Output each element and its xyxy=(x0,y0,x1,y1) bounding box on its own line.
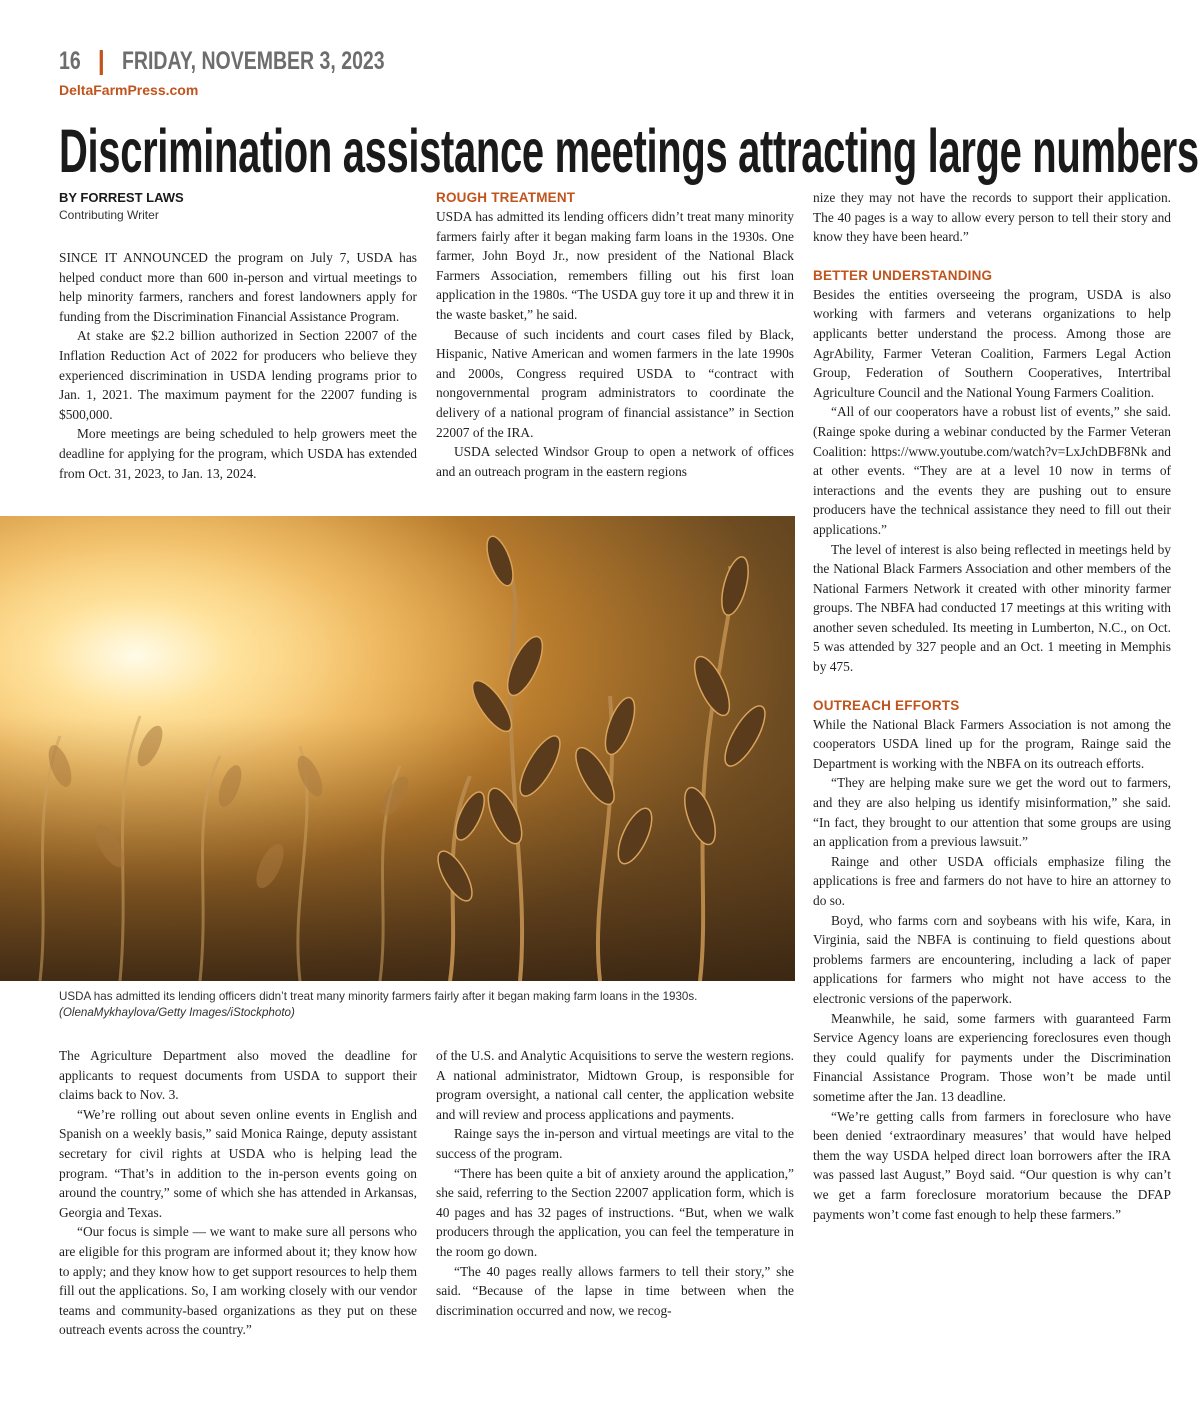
folio-separator: ❙ xyxy=(93,47,110,75)
column-1-top xyxy=(59,248,417,483)
page-folio xyxy=(59,46,385,76)
subhead-rough-treatment: ROUGH TREATMENT xyxy=(436,190,576,205)
photo-credit: (OlenaMykhaylova/Getty Images/iStockphoto) xyxy=(59,1006,295,1019)
paragraph: SINCE IT ANNOUNCED the program on July 7, USDA has helped conduct more than 600 in-person and virtual meetings to help minority farmers, ranchers and forest landowners apply for funding from the Discrimination Financial Assistance Program. xyxy=(59,250,417,324)
paragraph: nize they may not have the records to support their application. The 40 pages is a way to allow every person to tell their story and know they have been heard.” xyxy=(813,190,1171,245)
paragraph: of the U.S. and Analytic Acquisitions to serve the western regions. A national administrator, Midtown Group, is responsible for program oversight, a national call center, the application website and will review and process applications and payments. xyxy=(436,1048,794,1122)
paragraph: Rainge says the in-person and virtual meetings are vital to the success of the program. xyxy=(436,1126,794,1161)
paragraph: “The 40 pages really allows farmers to tell their story,” she said. “Because of the lapse in time between when the discrimination occurred and now, we recog- xyxy=(436,1263,794,1318)
author-role: Contributing Writer xyxy=(59,208,159,222)
soybean-field-photo xyxy=(0,516,795,981)
paragraph: “There has been quite a bit of anxiety around the application,” she said, referring to the Section 22007 application form, which is 40 pages and has 32 pages of instructions. “But, when we walk producers through the application, you can feel the temperature in the room go down. xyxy=(436,1165,794,1259)
paragraph: Boyd, who farms corn and soybeans with his wife, Kara, in Virginia, said the NBFA is continuing to field questions about problems farmers are encountering, including a lack of paper applications for farmers who might not have access to the electronic versions of the paperwork. xyxy=(813,912,1171,1006)
paragraph: The level of interest is also being reflected in meetings held by the National Black Farmers Association and other members of the National Farmers Network it created with other minority farmer groups. The NBFA had conducted 17 meetings at this writing with another seven scheduled. Its meeting in Lumberton, N.C., on Oct. 5 was attended by 327 people and an Oct. 1 meeting in Memphis by 475. xyxy=(813,541,1171,675)
column-1-bottom xyxy=(59,1046,417,1340)
subhead-outreach-efforts: OUTREACH EFFORTS xyxy=(813,697,960,713)
paragraph: Besides the entities overseeing the program, USDA is also working with farmers and veterans organizations to help applicants better understand the process. Among those are AgrAbility, Farmer Veteran Coalition, Farmers Legal Action Group, Federation of Southern Cooperatives, Intertribal Agriculture Council and the National Young Farmers Coalition. xyxy=(813,286,1171,400)
headline: Discrimination assistance meetings attracting large numbers xyxy=(59,117,1199,185)
paragraph: Meanwhile, he said, some farmers with guaranteed Farm Service Agency loans are experiencing foreclosures even though they could qualify for payments under the Discrimination Financial Assistance Program. Those won’t be made until sometime after the Jan. 13 deadline. xyxy=(813,1010,1171,1104)
paragraph: The Agriculture Department also moved the deadline for applicants to request documents from USDA to support their claims back to Nov. 3. xyxy=(59,1048,417,1103)
column-2-bottom xyxy=(436,1046,794,1320)
caption-text: USDA has admitted its lending officers didn’t treat many minority farmers fairly after it began making farm loans in the 1930s. xyxy=(59,990,698,1003)
paragraph: Rainge and other USDA officials emphasize filing the applications is free and farmers do not have to hire an attorney to do so. xyxy=(813,853,1171,908)
paragraph: While the National Black Farmers Association is not among the cooperators USDA lined up for the program, Rainge said the Department is working with the NBFA on its outreach efforts. xyxy=(813,716,1171,771)
site-url[interactable]: DeltaFarmPress.com xyxy=(59,82,199,98)
paragraph: USDA selected Windsor Group to open a network of offices and an outreach program in the eastern regions xyxy=(436,444,794,479)
subhead-better-understanding: BETTER UNDERSTANDING xyxy=(813,267,993,283)
paragraph: At stake are $2.2 billion authorized in Section 22007 of the Inflation Reduction Act of 2022 for producers who believe they experienced discrimination in USDA lending programs prior to Jan. 1, 2021. The maximum payment for the 22007 funding is $500,000. xyxy=(59,328,417,422)
soybean-plants-illustration xyxy=(0,516,795,981)
column-2-top xyxy=(436,188,794,481)
issue-date: FRIDAY, NOVEMBER 3, 2023 xyxy=(121,47,385,75)
paragraph: “We’re getting calls from farmers in foreclosure who have been denied ‘extraordinary measures’ that would have helped them the way USDA helped direct loan borrowers after the IRA was passed last August,” Boyd said. “Our question is why can’t we get a farm foreclosure moratorium because the DFAP payments won’t come fast enough to help these farmers.” xyxy=(813,1108,1171,1222)
paragraph: Because of such incidents and court cases filed by Black, Hispanic, Native American and women farmers in the late 1990s and 2000s, Congress required USDA to “contract with nongovernmental program administrators to coordinate the delivery of a national program of financial assistance” in Section 22007 of the IRA. xyxy=(436,326,794,440)
paragraph: “Our focus is simple — we want to make sure all persons who are eligible for this program are informed about it; they know how to apply; and they know how to get support resources to help them fill out the applications. So, I am working closely with our vendor teams and community-based organizations as they put on these outreach events across the country.” xyxy=(59,1224,417,1338)
byline: BY FORREST LAWS xyxy=(59,190,184,205)
paragraph: More meetings are being scheduled to help growers meet the deadline for applying for the program, which USDA has extended from Oct. 31, 2023, to Jan. 13, 2024. xyxy=(59,426,417,481)
paragraph: “They are helping make sure we get the word out to farmers, and they are also helping us identify misinformation,” she said. “In fact, they brought to our attention that some groups are using an application from a previous lawsuit.” xyxy=(813,775,1171,850)
paragraph: “All of our cooperators have a robust list of events,” she said. (Rainge spoke during a webinar conducted by the Farmer Veteran Coalition: https://www.youtube.com/watch?v=LxJchDBF8Nk and at other events. “They are at a level 10 now in terms of interactions and the events they are pushing out to ensure producers have the technical assistance they need to fill out their applications.” xyxy=(813,404,1171,537)
column-3 xyxy=(813,188,1171,1224)
paragraph: USDA has admitted its lending officers didn’t treat many minority farmers fairly after it began making farm loans in the 1930s. One farmer, John Boyd Jr., now president of the National Black Farmers Association, remembers filling out his first loan application in the 1980s. “The USDA guy tore it up and threw it in the waste basket,” he said. xyxy=(436,209,794,322)
photo-caption xyxy=(59,989,697,1021)
paragraph: “We’re rolling out about seven online events in English and Spanish on a weekly basis,” said Monica Rainge, deputy assistant secretary for civil rights at USDA who is helping lead the program. “That’s in addition to the in-person events going on around the country,” some of which she has attended in Arkansas, Georgia and Texas. xyxy=(59,1106,417,1220)
page-number: 16 xyxy=(59,47,81,75)
